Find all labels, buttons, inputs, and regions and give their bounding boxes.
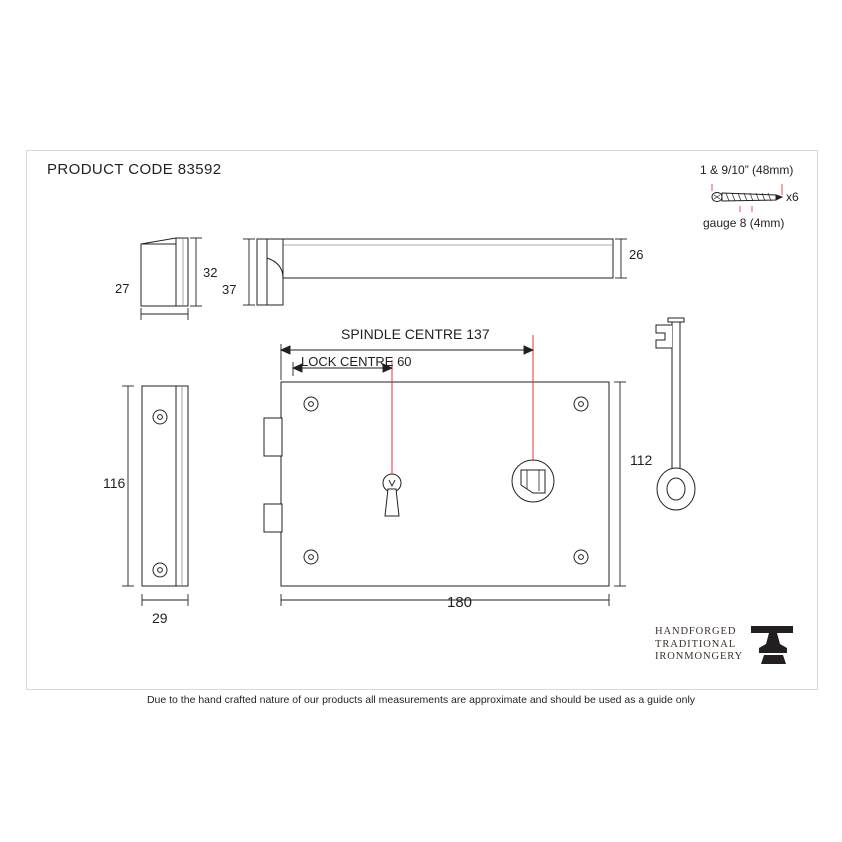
- case-height-dimension: [614, 382, 626, 586]
- lock-centre-label: LOCK CENTRE 60: [301, 354, 412, 369]
- spindle-hole-icon: [512, 460, 554, 502]
- latch-height-label: 26: [629, 247, 644, 262]
- screw-gauge-label: gauge 8 (4mm): [703, 216, 785, 230]
- screw-quantity-label: x6: [786, 190, 799, 204]
- latch-front-label: 37: [222, 282, 237, 297]
- page-title: PRODUCT CODE 83592: [47, 161, 222, 178]
- latch-side-view-drawing: [257, 239, 613, 305]
- spindle-centre-label: SPINDLE CENTRE 137: [341, 326, 490, 342]
- screw-drawing: [712, 193, 782, 202]
- brand-logo-text: [655, 626, 743, 664]
- keep-height-label: 32: [203, 265, 218, 280]
- lock-case-drawing: [264, 382, 609, 586]
- brand-line-2: TRADITIONAL: [655, 638, 737, 650]
- case-width-dimension: [281, 594, 609, 606]
- brand-line-1: HANDFORGED: [655, 626, 737, 637]
- faceplate-height-label: 116: [103, 475, 126, 491]
- key-drawing: [656, 318, 695, 510]
- keep-part-drawing: [141, 238, 188, 306]
- faceplate-width-label: 29: [152, 610, 168, 626]
- anvil-icon: [747, 622, 797, 673]
- faceplate-drawing: [142, 386, 188, 586]
- keep-width-label: 27: [115, 281, 130, 296]
- brand-logo: [655, 622, 800, 672]
- case-height-label: 112: [630, 452, 653, 468]
- brand-line-3: IRONMONGERY: [655, 651, 744, 662]
- disclaimer-text: Due to the hand crafted nature of our products all measurements are approximate and should be used as a guide only: [146, 694, 696, 706]
- screw-length-label: 1 & 9/10” (48mm): [700, 163, 794, 177]
- case-width-label: 180: [447, 594, 473, 611]
